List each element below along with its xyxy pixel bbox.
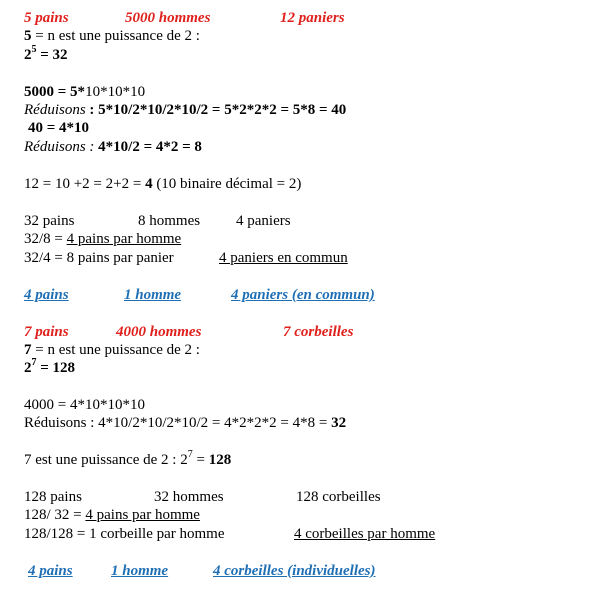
- s2-line-32-hommes: 32 hommes: [154, 489, 224, 505]
- s2-line-128-pains: 128 pains: [24, 489, 82, 505]
- s1-header-pains: 5 pains: [24, 10, 69, 26]
- s1-line-power: $2^5 = 32$: [24, 44, 68, 63]
- s2-line-power-statement: 7 = n est une puissance de 2 :: [24, 342, 200, 358]
- s1-header-paniers: 12 paniers: [280, 10, 345, 26]
- s1-line-reduce-2: Réduisons : 4*10/2 = 4*2 = 8: [24, 139, 202, 155]
- s2-header-corbeilles: 7 corbeilles: [283, 324, 354, 340]
- s1-line-12: 12 = 10 +2 = 2+2 = 4 (10 binaire décimal = 2): [24, 176, 302, 192]
- s2-footer-homme: 1 homme: [111, 563, 169, 579]
- s1-line-32-pains: 32 pains: [24, 213, 75, 229]
- s1-line-8-hommes: 8 hommes: [138, 213, 201, 229]
- s1-line-32-4: 32/4 = 8 pains par panier: [24, 250, 174, 266]
- s1-footer-paniers: 4 paniers (en commun): [231, 287, 375, 303]
- s1-line-5000: 5000 = 5*10*10*10: [24, 84, 146, 100]
- s1-header-hommes: 5000 hommes: [125, 10, 211, 26]
- s1-line-4-paniers: 4 paniers: [236, 213, 291, 229]
- s2-line-4000: 4000 = 4*10*10*10: [24, 397, 145, 413]
- s1-footer-pains: 4 pains: [24, 287, 69, 303]
- s2-line-128-32: 128/ 32 = 4 pains par homme: [24, 507, 200, 523]
- s1-line-40: 40 = 4*10: [28, 120, 90, 136]
- s2-line-128-128: 128/128 = 1 corbeille par homme: [24, 526, 225, 542]
- s2-footer-pains: 4 pains: [28, 563, 73, 579]
- s2-header-pains: 7 pains: [24, 324, 69, 340]
- s1-line-reduce-1: Réduisons : 5*10/2*10/2*10/2 = 5*2*2*2 = 5*8 = 40: [24, 102, 347, 118]
- s2-line-reduce: Réduisons : 4*10/2*10/2*10/2 = 4*2*2*2 = 4*8 = 32: [24, 415, 347, 431]
- s1-line-32-8: 32/8 = 4 pains par homme: [24, 231, 182, 247]
- s2-line-power: $2^7 = 128$: [24, 357, 76, 376]
- s1-line-power-statement: 5 = n est une puissance de 2 :: [24, 28, 200, 44]
- s2-line-128-corbeilles: 128 corbeilles: [296, 489, 381, 505]
- s1-line-paniers-commun: 4 paniers en commun: [219, 250, 348, 266]
- s2-line-power-7: 7 est une puissance de 2 : $2^7 = 128$: [24, 449, 232, 468]
- s2-footer-corbeilles: 4 corbeilles (individuelles): [213, 563, 376, 579]
- s1-footer-homme: 1 homme: [124, 287, 182, 303]
- s2-line-corbeilles-homme: 4 corbeilles par homme: [294, 526, 436, 542]
- s2-header-hommes: 4000 hommes: [116, 324, 202, 340]
